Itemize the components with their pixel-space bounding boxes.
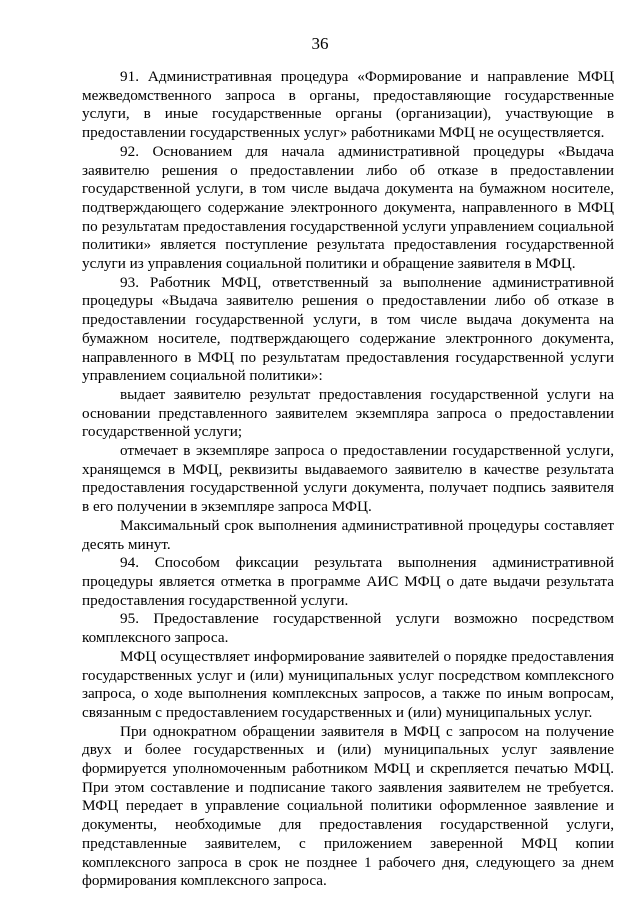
paragraph-93-item-mark: отмечает в экземпляре запроса о предоставлении государственной услуги, хранящемся в МФЦ, реквизиты выдаваемого заявителю в качестве результата предоставления государственной услуги документа, получает подпись заявителя в его получении в экземпляре запроса МФЦ. [82, 442, 614, 516]
paragraph-91: 91. Административная процедура «Формирование и направление МФЦ межведомственного запроса в органы, предоставляющие государственные услуги, в иные государственные органы (организации), участвующие в предоставлении государственных услуг» работниками МФЦ не осуществляется. [82, 68, 614, 142]
paragraph-92: 92. Основанием для начала административной процедуры «Выдача заявителю решения о предоставлении либо об отказе в предоставлении государственной услуги, в том числе выдача документа на бумажном носителе, подтверждающего содержание электронного документа, направленного в МФЦ по результатам предоставления государственной услуги управлением социальной политики» является поступление результата предоставления государственной услуги из управления социальной политики и обращение заявителя в МФЦ. [82, 142, 614, 273]
paragraph-95-single-request: При однократном обращении заявителя в МФЦ с запросом на получение двух и более государственных и (или) муниципальных услуг заявление формируется уполномоченным работником МФЦ и скрепляется печатью МФЦ. При этом составление и подписание такого заявления заявителем не требуется. МФЦ передает в управление социальной политики оформленное заявление и документы, необходимые для предоставления государственной услуги, представленные заявителем, с приложением заверенной МФЦ копии комплексного запроса в срок не позднее 1 рабочего дня, следующего за днем формирования комплексного запроса. [82, 722, 614, 890]
paragraph-94: 94. Способом фиксации результата выполнения административной процедуры является отметка в программе АИС МФЦ о дате выдачи результата предоставления государственной услуги. [82, 554, 614, 609]
document-body [82, 68, 614, 891]
paragraph-95-informing: МФЦ осуществляет информирование заявителей о порядке предоставления государственных услуг и (или) муниципальных услуг посредством комплексного запроса, о ходе выполнения комплексных запросов, а также по иным вопросам, связанным с предоставлением государственных и (или) муниципальных услуг. [82, 647, 614, 721]
paragraph-95: 95. Предоставление государственной услуги возможно посредством комплексного запроса. [82, 610, 614, 647]
paragraph-93: 93. Работник МФЦ, ответственный за выполнение административной процедуры «Выдача заявителю решения о предоставлении либо об отказе в предоставлении государственной услуги, в том числе выдача документа на бумажном носителе, подтверждающего содержание электронного документа, направленного в МФЦ по результатам предоставления государственной услуги управлением социальной политики»: [82, 273, 614, 385]
paragraph-93-item-issue: выдает заявителю результат предоставления государственной услуги на основании представленного заявителем экземпляра запроса о предоставлении государственной услуги; [82, 385, 614, 441]
paragraph-93-max-time: Максимальный срок выполнения административной процедуры составляет десять минут. [82, 516, 614, 553]
page-number: 36 [311, 34, 329, 53]
